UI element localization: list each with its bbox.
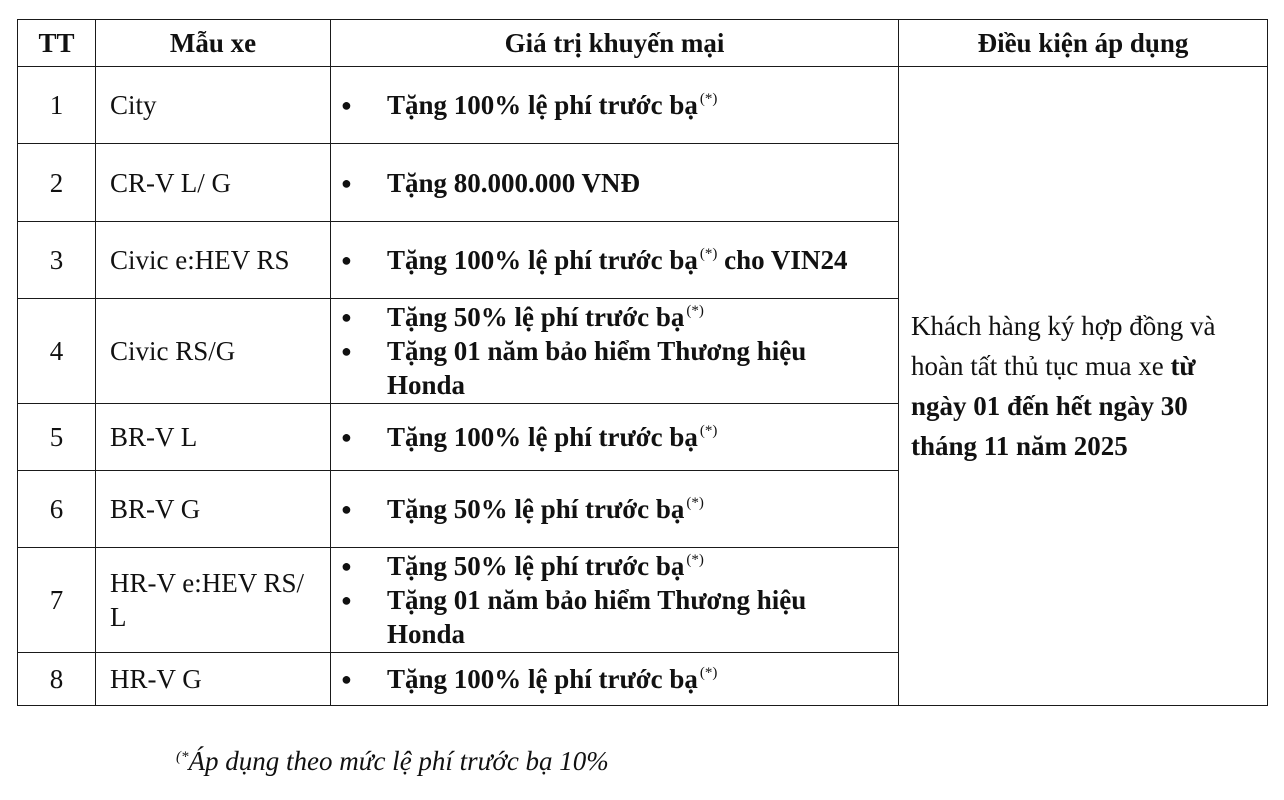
promo-text: Tặng 50% lệ phí trước bạ [387, 494, 685, 524]
promo-item [387, 334, 890, 402]
promo-list [387, 492, 890, 526]
promo-text: Tặng 100% lệ phí trước bạ [387, 245, 698, 275]
footnote-text: Áp dụng theo mức lệ phí trước bạ 10% [188, 746, 609, 776]
footnote-marker: (*) [699, 246, 718, 262]
promo-item [387, 583, 890, 651]
model-name: BR-V G [96, 471, 331, 548]
footnote-marker: (*) [699, 423, 718, 439]
model-name: CR-V L/ G [96, 144, 331, 222]
model-name: HR-V e:HEV RS/ L [96, 548, 331, 653]
promo-item [387, 492, 890, 526]
promo-cell [331, 144, 899, 222]
header-model: Mẫu xe [96, 20, 331, 67]
promo-list [387, 662, 890, 696]
footnote-marker: (*) [686, 495, 704, 511]
promo-item [387, 420, 890, 454]
table-row [18, 67, 1268, 144]
row-number: 2 [18, 144, 96, 222]
condition-date-range: từ ngày 01 đến hết ngày 30 tháng 11 năm 2025 [911, 351, 1196, 461]
header-row [18, 20, 1268, 67]
footnote-mark: (* [176, 749, 189, 765]
header-promo: Giá trị khuyến mại [331, 20, 899, 67]
model-name: BR-V L [96, 404, 331, 471]
promo-cell [331, 299, 899, 404]
row-number: 3 [18, 222, 96, 299]
promo-item [387, 243, 890, 277]
promo-text: Tặng 01 năm bảo hiểm Thương hiệu Honda [387, 585, 807, 649]
promo-list [387, 88, 890, 122]
promo-cell [331, 222, 899, 299]
footnote-marker: (*) [686, 552, 704, 568]
row-number: 4 [18, 299, 96, 404]
row-number: 7 [18, 548, 96, 653]
promo-list [387, 549, 890, 651]
promo-cell [331, 653, 899, 706]
promo-text: Tặng 100% lệ phí trước bạ [387, 664, 698, 694]
promotion-table [17, 19, 1268, 706]
row-number: 1 [18, 67, 96, 144]
footnote-marker: (*) [686, 303, 704, 319]
promo-text: Tặng 100% lệ phí trước bạ [387, 422, 698, 452]
promo-item [387, 662, 890, 696]
promo-cell [331, 67, 899, 144]
promo-text: Tặng 50% lệ phí trước bạ [387, 551, 685, 581]
promo-text: Tặng 01 năm bảo hiểm Thương hiệu Honda [387, 336, 807, 400]
model-name: Civic RS/G [96, 299, 331, 404]
promo-cell [331, 404, 899, 471]
promo-text: Tặng 100% lệ phí trước bạ [387, 90, 698, 120]
promo-text-suffix: cho VIN24 [717, 245, 848, 275]
promo-cell [331, 471, 899, 548]
promo-list [387, 243, 890, 277]
model-name: Civic e:HEV RS [96, 222, 331, 299]
footnote-marker: (*) [699, 91, 718, 107]
promo-text: Tặng 80.000.000 VNĐ [387, 167, 641, 198]
row-number: 8 [18, 653, 96, 706]
condition-text: Khách hàng ký hợp đồng và hoàn tất thủ tục mua xe [911, 311, 1216, 381]
promo-list [387, 300, 890, 402]
model-name: City [96, 67, 331, 144]
footnote [176, 744, 609, 778]
promo-cell [331, 548, 899, 653]
promo-list [387, 420, 890, 454]
promo-text: Tặng 50% lệ phí trước bạ [387, 302, 685, 332]
promo-list [387, 166, 890, 200]
header-tt: TT [18, 20, 96, 67]
promo-item [387, 300, 890, 334]
row-number: 6 [18, 471, 96, 548]
condition-cell [899, 67, 1268, 706]
promo-item [387, 166, 890, 200]
footnote-marker: (*) [699, 665, 718, 681]
model-name: HR-V G [96, 653, 331, 706]
promo-item [387, 549, 890, 583]
header-condition: Điều kiện áp dụng [899, 20, 1268, 67]
promo-item [387, 88, 890, 122]
row-number: 5 [18, 404, 96, 471]
